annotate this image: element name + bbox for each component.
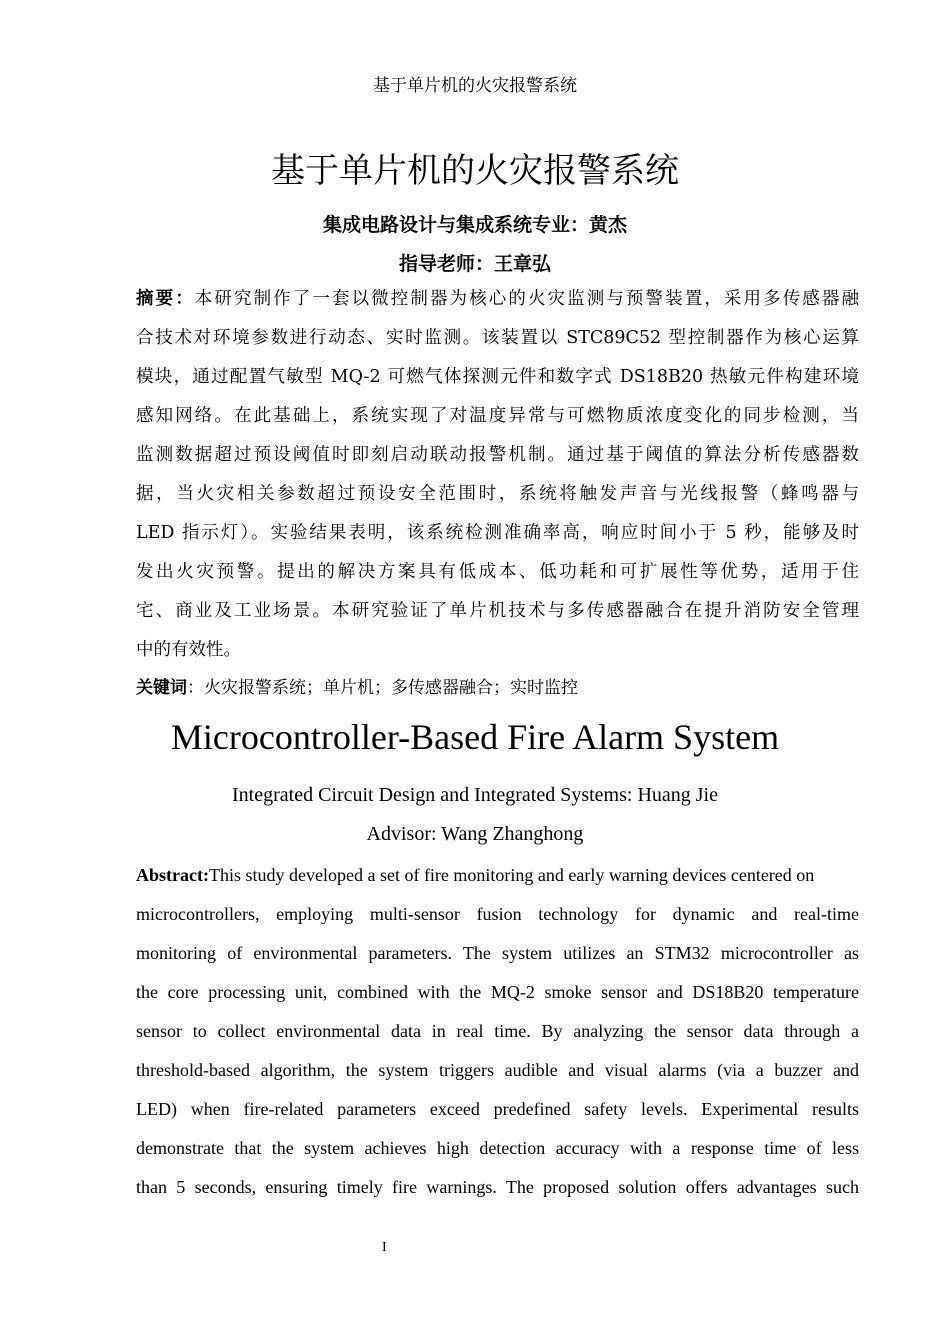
chinese-title: 基于单片机的火灾报警系统 bbox=[271, 151, 679, 191]
abstract-label: 摘要： bbox=[136, 289, 195, 309]
abstract-line: 感知网络。在此基础上，系统实现了对温度异常与可燃物质浓度变化的同步检测，当 bbox=[136, 406, 859, 426]
abstract-text: This study developed a set of fire monitoring and early warning devices centered on bbox=[208, 865, 815, 885]
chinese-keywords bbox=[136, 670, 578, 707]
chinese-abstract bbox=[136, 280, 859, 670]
chinese-advisor-line: 指导老师：王章弘 bbox=[398, 253, 551, 275]
abstract-line: demonstrate that the system achieves high detection accuracy with a response time of less bbox=[136, 1138, 859, 1158]
abstract-line: LED) when fire-related parameters exceed predefined safety levels. Experimental results bbox=[136, 1099, 859, 1119]
abstract-label: Abstract: bbox=[136, 865, 209, 885]
abstract-line: monitoring of environmental parameters. The system utilizes an STM32 microcontroller as bbox=[136, 943, 859, 963]
english-abstract bbox=[136, 856, 859, 1207]
abstract-line: 发出火灾预警。提出的解决方案具有低成本、低功耗和可扩展性等优势，适用于住 bbox=[136, 562, 859, 582]
abstract-line: 模块，通过配置气敏型 MQ-2 可燃气体探测元件和数字式 DS18B20 热敏元件构建环境 bbox=[136, 367, 859, 387]
abstract-line: 合技术对环境参数进行动态、实时监测。该装置以 STC89C52 型控制器作为核心运算 bbox=[136, 328, 859, 348]
abstract-line: sensor to collect environmental data in real time. By analyzing the sensor data through a bbox=[136, 1021, 859, 1041]
abstract-line: the core processing unit, combined with the MQ-2 smoke sensor and DS18B20 temperature bbox=[136, 982, 859, 1002]
english-advisor-line: Advisor: Wang Zhanghong bbox=[366, 823, 584, 845]
abstract-line: 监测数据超过预设阈值时即刻启动联动报警机制。通过基于阈值的算法分析传感器数 bbox=[136, 445, 859, 465]
english-author-line: Integrated Circuit Design and Integrated Systems: Huang Jie bbox=[232, 784, 718, 806]
abstract-text: 本研究制作了一套以微控制器为核心的火灾监测与预警装置，采用多传感器融 bbox=[194, 289, 860, 309]
abstract-line: 宅、商业及工业场景。本研究验证了单片机技术与多传感器融合在提升消防安全管理 bbox=[136, 601, 859, 621]
abstract-line: 据，当火灾相关参数超过预设安全范围时，系统将触发声音与光线报警（蜂鸣器与 bbox=[136, 484, 859, 504]
keywords-text: ：火灾报警系统；单片机；多传感器融合；实时监控 bbox=[187, 678, 578, 698]
abstract-line: threshold-based algorithm, the system triggers audible and visual alarms (via a buzzer and bbox=[136, 1060, 859, 1080]
abstract-line: microcontrollers, employing multi-sensor fusion technology for dynamic and real-time bbox=[136, 904, 859, 924]
running-header: 基于单片机的火灾报警系统 bbox=[373, 76, 577, 95]
abstract-line bbox=[136, 280, 859, 319]
keywords-label: 关键词 bbox=[136, 678, 187, 698]
abstract-line: than 5 seconds, ensuring timely fire warnings. The proposed solution offers advantages such bbox=[136, 1177, 859, 1197]
page-number: I bbox=[382, 1240, 387, 1255]
english-title: Microcontroller-Based Fire Alarm System bbox=[170, 717, 780, 757]
chinese-author-line: 集成电路设计与集成系统专业：黄杰 bbox=[322, 214, 627, 236]
abstract-line bbox=[136, 856, 859, 895]
abstract-line: LED 指示灯）。实验结果表明，该系统检测准确率高，响应时间小于 5 秒，能够及时 bbox=[136, 523, 859, 543]
abstract-line: 中的有效性。 bbox=[136, 640, 241, 660]
